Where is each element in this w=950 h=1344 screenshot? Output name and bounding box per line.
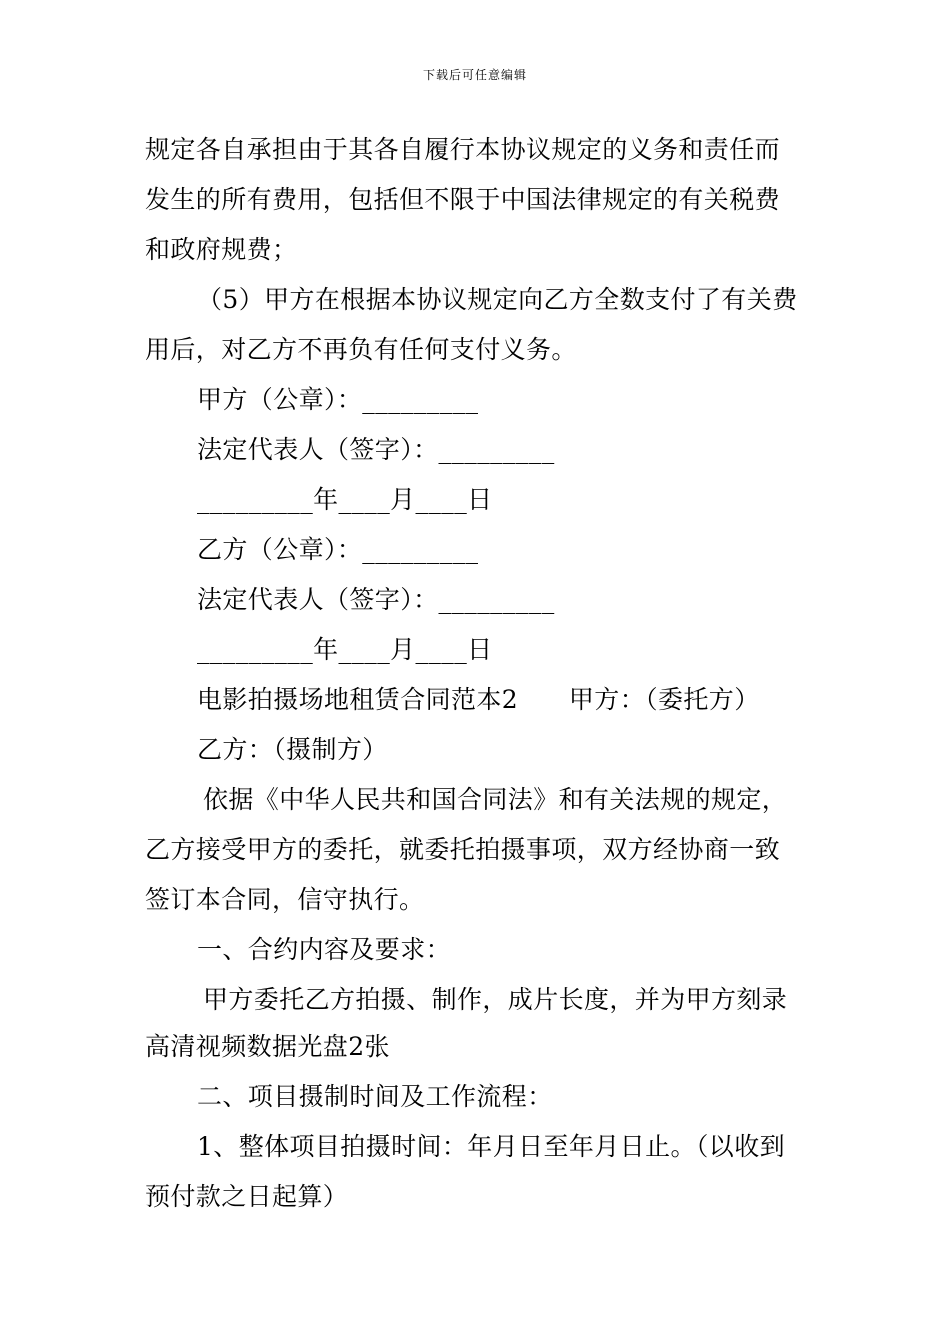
body-line: 签订本合同，信守执行。 [145,885,425,914]
body-line: 用后，对乙方不再负有任何支付义务。 [145,335,577,364]
party-a-seal-line: 甲方（公章）：_________ [197,385,479,414]
party-a-date-line: _________年____月____日 [197,485,493,514]
body-line: 1、整体项目拍摄时间：年月日至年月日止。（以收到 [197,1132,786,1161]
body-line: （5）甲方在根据本协议规定向乙方全数支付了有关费 [197,285,798,314]
party-a-representative-line: 法定代表人（签字）：_________ [197,435,555,464]
party-b-seal-line: 乙方（公章）：_________ [197,535,479,564]
body-line: 预付款之日起算） [145,1182,349,1211]
body-line: 和政府规费； [145,235,298,264]
section-heading: 一、合约内容及要求： [197,935,452,964]
party-b-date-line: _________年____月____日 [197,635,493,664]
body-line: 甲方委托乙方拍摄、制作，成片长度，并为甲方刻录 [203,985,788,1014]
party-b-role-line: 乙方：（摄制方） [197,735,388,764]
page-header-note: 下载后可任意编辑 [422,68,527,82]
body-line: 乙方接受甲方的委托，就委托拍摄事项，双方经协商一致 [145,835,781,864]
body-line: 高清视频数据光盘2张 [145,1032,390,1061]
section-heading: 二、项目摄制时间及工作流程： [197,1082,553,1111]
body-line: 发生的所有费用，包括但不限于中国法律规定的有关税费 [145,185,781,214]
contract-title-line: 电影拍摄场地租赁合同范本2 甲方：（委托方） [197,685,760,714]
body-line: 依据《中华人民共和国合同法》和有关法规的规定， [203,785,788,814]
body-line: 规定各自承担由于其各自履行本协议规定的义务和责任而 [145,135,781,164]
party-b-representative-line: 法定代表人（签字）：_________ [197,585,555,614]
